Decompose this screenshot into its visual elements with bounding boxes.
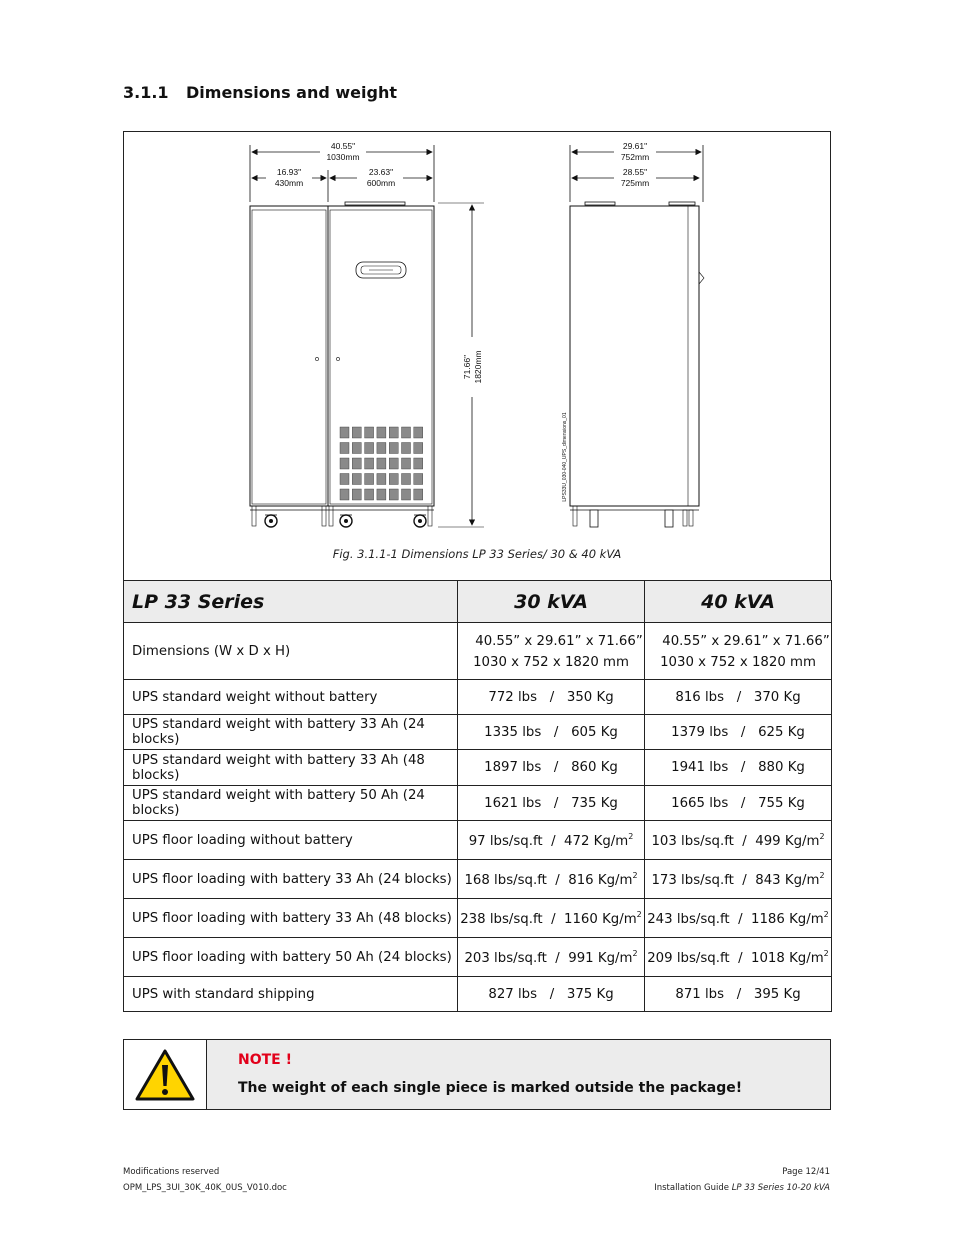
cell-40kva	[645, 899, 832, 938]
vent-slot	[414, 443, 423, 454]
note-box	[123, 1039, 831, 1110]
footer-page-number: Page 12/41	[782, 1167, 830, 1177]
front-height-mm: 1820mm	[473, 350, 483, 384]
vent-slot	[389, 474, 398, 485]
side-depth-inner-in: 28.55"	[622, 167, 648, 177]
front-left-width-in: 16.93"	[276, 167, 302, 177]
vent-slot	[365, 489, 374, 500]
superscript: 2	[823, 948, 829, 958]
cell-30kva	[458, 899, 645, 938]
note-title: NOTE !	[238, 1052, 292, 1068]
front-total-width-in: 40.55"	[330, 141, 356, 151]
vent-slot	[402, 458, 411, 469]
vent-slot	[365, 474, 374, 485]
cell-30kva	[458, 821, 645, 860]
front-height-in: 71.66"	[462, 354, 472, 380]
dims-inches: 40.55” x 29.61” x 71.66”	[662, 634, 830, 649]
header-30kva: 30 kVA	[458, 581, 645, 623]
table-row	[124, 786, 832, 821]
cell-40kva: 1941 lbs / 880 Kg	[645, 750, 832, 786]
vent-slot	[377, 427, 386, 438]
vent-slot	[365, 443, 374, 454]
table-header-row	[124, 581, 832, 623]
cell-30kva	[458, 860, 645, 899]
header-series: LP 33 Series	[124, 581, 458, 623]
side-depth-total-mm: 752mm	[620, 152, 650, 162]
front-right-width-in: 23.63"	[368, 167, 394, 177]
superscript: 2	[632, 948, 638, 958]
cell-40kva: 1665 lbs / 755 Kg	[645, 786, 832, 821]
row-label: UPS floor loading with battery 33 Ah (48 blocks)	[124, 899, 458, 938]
vent-slot	[389, 427, 398, 438]
footer-guide	[654, 1183, 830, 1193]
vent-slot	[402, 443, 411, 454]
vent-slot	[365, 458, 374, 469]
superscript: 2	[632, 870, 638, 880]
cell-30kva: 1621 lbs / 735 Kg	[458, 786, 645, 821]
cell-value: 209 lbs/sq.ft / 1018 Kg/m	[647, 950, 824, 966]
cell-30kva: 772 lbs / 350 Kg	[458, 680, 645, 715]
vent-slot	[414, 427, 423, 438]
vent-slot	[352, 458, 361, 469]
vent-slot	[414, 458, 423, 469]
vent-slot	[340, 489, 349, 500]
cell-value: 97 lbs/sq.ft / 472 Kg/m	[468, 833, 629, 849]
section-title: Dimensions and weight	[186, 83, 397, 102]
row-label: UPS standard weight with battery 33 Ah (24 blocks)	[124, 715, 458, 750]
cell-40kva: 871 lbs / 395 Kg	[645, 977, 832, 1012]
cell-value: 243 lbs/sq.ft / 1186 Kg/m	[647, 911, 824, 927]
note-icon-cell	[124, 1040, 207, 1109]
dims-inches: 40.55” x 29.61” x 71.66”	[475, 634, 643, 649]
dimension-drawing	[124, 132, 830, 581]
vent-slot	[377, 474, 386, 485]
row-label: UPS floor loading without battery	[124, 821, 458, 860]
vent-slot	[402, 427, 411, 438]
cell-40kva	[645, 938, 832, 977]
cell-40kva: 816 lbs / 370 Kg	[645, 680, 832, 715]
cell-30kva: 827 lbs / 375 Kg	[458, 977, 645, 1012]
table-row	[124, 623, 832, 680]
table-row	[124, 715, 832, 750]
vent-slot	[365, 427, 374, 438]
spec-table	[123, 580, 832, 1012]
footer-filename: OPM_LPS_3UI_30K_40K_0US_V010.doc	[123, 1183, 287, 1193]
section-heading	[123, 83, 397, 102]
cell-value: 173 lbs/sq.ft / 843 Kg/m	[651, 872, 820, 888]
cell-40kva	[645, 860, 832, 899]
vent-slot	[340, 427, 349, 438]
vent-slot	[377, 489, 386, 500]
header-40kva: 40 kVA	[645, 581, 832, 623]
vent-slot	[414, 489, 423, 500]
cell-30kva: 1335 lbs / 605 Kg	[458, 715, 645, 750]
row-label: UPS with standard shipping	[124, 977, 458, 1012]
side-depth-total-in: 29.61"	[622, 141, 648, 151]
vent-slot	[340, 474, 349, 485]
vent-slot	[402, 489, 411, 500]
superscript: 2	[823, 909, 829, 919]
table-row	[124, 821, 832, 860]
warning-icon	[124, 1040, 206, 1109]
vent-slot	[352, 489, 361, 500]
side-depth-inner-mm: 725mm	[620, 178, 650, 188]
vent-slot	[352, 474, 361, 485]
row-label: UPS standard weight with battery 50 Ah (24 blocks)	[124, 786, 458, 821]
row-label: Dimensions (W x D x H)	[124, 623, 458, 680]
section-number: 3.1.1	[123, 83, 169, 102]
vent-slot	[389, 489, 398, 500]
cell-30kva	[458, 938, 645, 977]
caster-wheels	[265, 515, 426, 527]
vent-slot	[402, 474, 411, 485]
table-row	[124, 680, 832, 715]
cell-value: 103 lbs/sq.ft / 499 Kg/m	[651, 833, 820, 849]
superscript: 2	[819, 870, 825, 880]
vent-slot	[389, 458, 398, 469]
vent-slot	[340, 443, 349, 454]
vent-slot	[377, 458, 386, 469]
footer-modifications: Modifications reserved	[123, 1167, 220, 1177]
front-left-width-mm: 430mm	[274, 178, 304, 188]
side-view	[562, 141, 704, 527]
row-label: UPS floor loading with battery 50 Ah (24 blocks)	[124, 938, 458, 977]
dims-mm: 1030 x 752 x 1820 mm	[660, 655, 816, 670]
superscript: 2	[636, 909, 642, 919]
vent-slot	[389, 443, 398, 454]
vent-slot	[377, 443, 386, 454]
superscript: 2	[628, 831, 634, 841]
vent-grille	[340, 427, 423, 500]
figure-caption: Fig. 3.1.1-1 Dimensions LP 33 Series/ 30 & 40 kVA	[332, 547, 622, 561]
front-total-width-mm: 1030mm	[326, 152, 360, 162]
side-file-label: LPS33U_030-040_UPS_dimensions_01	[562, 412, 568, 502]
dims-mm: 1030 x 752 x 1820 mm	[473, 655, 629, 670]
cell-value: 238 lbs/sq.ft / 1160 Kg/m	[460, 911, 637, 927]
cell-value: 203 lbs/sq.ft / 991 Kg/m	[464, 950, 633, 966]
vent-slot	[340, 458, 349, 469]
figure-box	[123, 131, 831, 581]
vent-slot	[414, 474, 423, 485]
cell-40kva: 1379 lbs / 625 Kg	[645, 715, 832, 750]
note-text: The weight of each single piece is marked outside the package!	[238, 1080, 743, 1096]
cell-40kva	[645, 821, 832, 860]
table-row	[124, 750, 832, 786]
superscript: 2	[819, 831, 825, 841]
vent-slot	[352, 443, 361, 454]
row-label: UPS standard weight without battery	[124, 680, 458, 715]
row-label: UPS floor loading with battery 33 Ah (24 blocks)	[124, 860, 458, 899]
cell-value: 168 lbs/sq.ft / 816 Kg/m	[464, 872, 633, 888]
table-row	[124, 938, 832, 977]
cell-30kva: 1897 lbs / 860 Kg	[458, 750, 645, 786]
table-row	[124, 977, 832, 1012]
table-row	[124, 899, 832, 938]
vent-slot	[352, 427, 361, 438]
front-view	[250, 141, 485, 527]
cell-30kva	[458, 623, 645, 680]
front-right-width-mm: 600mm	[366, 178, 396, 188]
table-row	[124, 860, 832, 899]
cell-40kva	[645, 623, 832, 680]
row-label: UPS standard weight with battery 33 Ah (48 blocks)	[124, 750, 458, 786]
footer-guide-series: LP 33 Series 10-20 kVA	[731, 1183, 830, 1193]
footer-guide-prefix: Installation Guide	[654, 1183, 732, 1193]
